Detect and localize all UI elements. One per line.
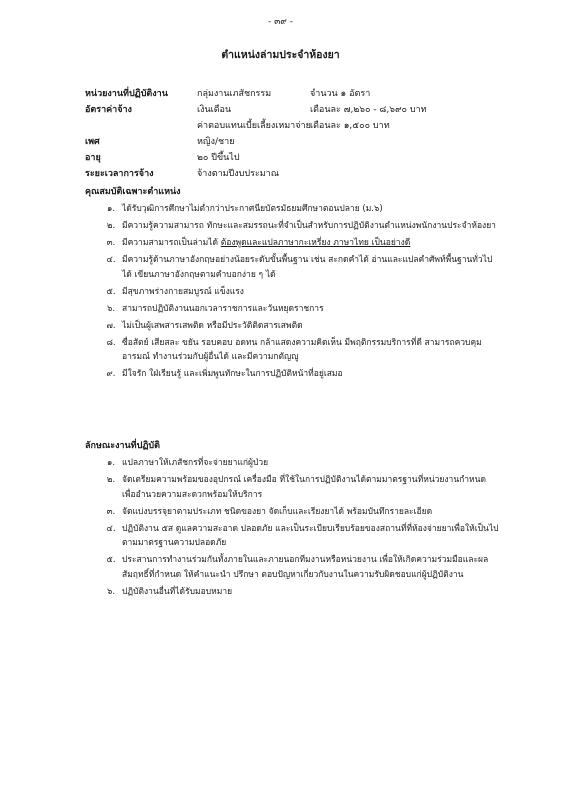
item-number: ๘. bbox=[106, 337, 116, 348]
item-number: ๑. bbox=[106, 204, 116, 214]
item-number: ๕. bbox=[106, 286, 116, 297]
item-text: ไม่เป็นผู้เสพสารเสพติด หรือมีประวัติติดสารเสพติด bbox=[122, 320, 303, 331]
list-item bbox=[100, 285, 500, 300]
item-text: ปฏิบัติงานอื่นที่ได้รับมอบหมาย bbox=[122, 586, 233, 597]
item-number: ๕. bbox=[106, 555, 116, 565]
item-number: ๖. bbox=[106, 586, 116, 597]
list-item bbox=[100, 336, 500, 365]
item-text: ซื่อสัตย์ เสียสละ ขยัน รอบคอบ อดทน กล้าแสดงความคิดเห็น มีพฤติกรรมบริการที่ดี สามารถควบคุมอารมณ์ ทำงานร่วมกับผู้อื่นได้ และมีความกตัญญู bbox=[122, 337, 482, 362]
list-item bbox=[100, 367, 500, 382]
item-number: ๓. bbox=[106, 506, 116, 517]
item-number: ๔. bbox=[106, 255, 116, 265]
item-text: ปฏิบัติงาน ๕ส ดูแลความสะอาด ปลอดภัย และเป็นระเบียบเรียบร้อยของสถานที่ที่ห้องจ่ายยาเพื่อให้เป็นไปตามมาตรฐานความปลอดภัย bbox=[122, 523, 499, 548]
list-item bbox=[100, 253, 500, 282]
item-text: มีความรู้ด้านภาษาอังกฤษอย่างน้อยระดับขั้นพื้นฐาน เช่น สะกดคำได้ อ่านและแปลคำศัพท์พื้นฐานทั่วไปได้ เขียนภาษาอังกฤษตามคำบอกง่าย ๆ ได้ bbox=[122, 255, 493, 280]
field-age-label: อายุ bbox=[85, 153, 101, 163]
item-underlined-text: ต้องพูดและแปลภาษากะเหรี่ยง ภาษาไทย เป็นอย่างดี bbox=[220, 238, 411, 248]
field-wage-value: เงินเดือน bbox=[197, 105, 232, 115]
list-item bbox=[100, 473, 500, 502]
item-number: ๙. bbox=[106, 369, 116, 379]
list-item bbox=[100, 522, 500, 551]
item-number: ๔. bbox=[106, 523, 116, 534]
list-item bbox=[100, 302, 500, 317]
item-text-wrap bbox=[122, 236, 500, 251]
field-allowance-value: ค่าตอบแทนเบี้ยเลี้ยงเหมาจ่าย bbox=[197, 121, 311, 131]
list-item bbox=[100, 236, 500, 251]
page-number: - ๓๙ - bbox=[268, 17, 293, 27]
item-number: ๗. bbox=[106, 320, 116, 331]
field-unit-label: หน่วยงานที่ปฏิบัติงาน bbox=[85, 89, 168, 99]
field-age-value: ๒๐ ปีขึ้นไป bbox=[197, 153, 240, 163]
item-number: ๒. bbox=[106, 221, 116, 231]
duties-heading: ลักษณะงานที่ปฏิบัติ bbox=[85, 441, 160, 451]
qualifications-heading: คุณสมบัติเฉพาะตำแหน่ง bbox=[85, 187, 181, 197]
list-item bbox=[100, 219, 500, 234]
list-item bbox=[100, 319, 500, 334]
field-allowance-amount: เดือนละ ๑,๕๐๐ บาท bbox=[310, 121, 390, 131]
item-text: แปลภาษาให้เภสัชกรที่จะจ่ายยาแก่ผู้ป่วย bbox=[122, 458, 269, 468]
list-item bbox=[100, 202, 500, 217]
field-period-value: จ้างตามปีงบประมาณ bbox=[197, 169, 280, 179]
list-item bbox=[100, 585, 500, 600]
field-unit-value: กลุ่มงานเภสัชกรรม bbox=[197, 89, 272, 99]
document-title: ตำแหน่งล่ามประจำห้องยา bbox=[221, 49, 340, 61]
item-number: ๒. bbox=[106, 475, 116, 485]
field-wage-label: อัตราค่าจ้าง bbox=[85, 105, 132, 115]
item-text: จัดเตรียมความพร้อมของอุปกรณ์ เครื่องมือ ที่ใช้ในการปฏิบัติงานได้ตามมาตรฐานที่หน่วยงานกำหนด เพื่ออำนวยความสะดวกพร้อมให้บริการ bbox=[122, 475, 486, 500]
item-text: ประสานการทำงานร่วมกันทั้งภายในและภายนอกทีมงานหรือหน่วยงาน เพื่อให้เกิดความร่วมมือและผลสัมฤทธิ์ที่กำหนด ให้คำแนะนำ ปรึกษา ตอบปัญหาเกี่ยวกับงานในความรับผิดชอบแก่ผู้ปฏิบัติงาน bbox=[122, 555, 489, 580]
item-text: มีสุขภาพร่างกายสมบูรณ์ แข็งแรง bbox=[122, 286, 244, 297]
item-text: จัดแบ่งบรรจุยาตามประเภท ชนิดของยา จัดเก็บและเรียงยาได้ พร้อมบันทึกรายละเอียด bbox=[122, 506, 433, 517]
field-sex-label: เพศ bbox=[85, 137, 100, 147]
list-item bbox=[100, 456, 500, 471]
item-text: มีความสามารถเป็นล่ามได้ bbox=[122, 238, 221, 248]
duties-list bbox=[100, 456, 500, 602]
item-number: ๓. bbox=[106, 238, 116, 248]
item-text: สามารถปฏิบัติงานนอกเวลาราชการและวันหยุดราชการ bbox=[122, 303, 324, 314]
field-wage-amount: เดือนละ ๗,๒๖๐ - ๘,๖๙๐ บาท bbox=[310, 105, 427, 115]
list-item bbox=[100, 505, 500, 520]
qualifications-list bbox=[100, 202, 500, 384]
item-text: มีใจรัก ใฝ่เรียนรู้ และเพิ่มพูนทักษะในการปฏิบัติหน้าที่อยู่เสมอ bbox=[122, 369, 343, 379]
item-number: ๑. bbox=[106, 458, 116, 468]
list-item bbox=[100, 553, 500, 582]
field-period-label: ระยะเวลาการจ้าง bbox=[85, 169, 154, 179]
item-text: มีความรู้ความสามารถ ทักษะและสมรรถนะที่จำเป็นสำหรับการปฏิบัติงานตำแหน่งพนักงานประจำห้องยา bbox=[122, 221, 496, 231]
item-text: ได้รับวุฒิการศึกษาไม่ต่ำกว่าประกาศนียบัตรมัธยมศึกษาตอนปลาย (ม.๖) bbox=[122, 204, 383, 214]
item-number: ๖. bbox=[106, 303, 116, 314]
field-sex-value: หญิง/ชาย bbox=[197, 137, 235, 147]
field-unit-count: จำนวน ๑ อัตรา bbox=[310, 89, 371, 99]
